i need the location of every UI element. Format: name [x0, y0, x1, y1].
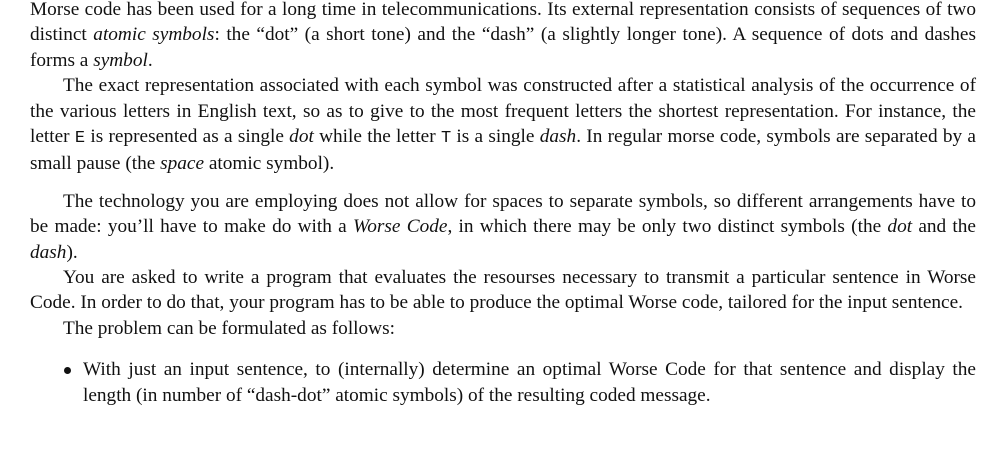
- emphasis-dot: dot: [887, 216, 913, 238]
- text-run: while the letter: [313, 126, 441, 148]
- text-run: . In regular morse code, symbols are separated by a small pause (the: [30, 126, 976, 175]
- paragraph-morse-intro: [30, 0, 976, 73]
- problem-statement: [30, 0, 976, 408]
- text-run: The technology you are employing does not allow for spaces to separate symbols, so different arrangements have to be made: you’ll have to make do with a: [30, 190, 976, 238]
- code-letter-e: E: [74, 129, 86, 149]
- emphasis-worse-code: Worse Code: [352, 216, 448, 238]
- text-run: Morse code has been used for a long time in telecommunications. Its external representation consists of sequences of two distinct: [30, 0, 976, 46]
- list-item: [83, 357, 976, 408]
- text-run: is a single: [451, 126, 540, 148]
- text-run: : the “dot” (a short tone) and the “dash” (a slightly longer tone). A sequence of dots and dashes forms a: [30, 24, 976, 71]
- paragraph-task: You are asked to write a program that evaluates the resourses necessary to transmit a particular sentence in Worse Code. In order to do that, your program has to be able to produce the optimal Worse code, tailored for the input sentence.: [30, 267, 976, 314]
- text-run: The exact representation associated with each symbol was constructed after a statistical analysis of the occurrence of the various letters in English text, so as to give to the most frequent letters the shortest representation. For instance, the letter: [30, 75, 976, 148]
- list-item-text: With just an input sentence, to (internally) determine an optimal Worse Code for that sentence and display the length (in number of “dash-dot” atomic symbols) of the resulting coded message.: [83, 359, 976, 406]
- text-run: atomic symbol).: [204, 153, 335, 175]
- emphasis-dash: dash: [539, 126, 577, 148]
- requirements-list: [30, 357, 976, 408]
- emphasis-symbol: symbol: [93, 49, 148, 71]
- emphasis-space: space: [160, 153, 205, 175]
- bullet-icon: [64, 367, 71, 374]
- text-run: , in which there may be only two distinct symbols (the: [447, 216, 888, 238]
- paragraph-formulation: The problem can be formulated as follows:: [63, 317, 395, 339]
- text-run: and the: [912, 216, 976, 238]
- paragraph-representation: [30, 73, 976, 177]
- code-letter-t: T: [440, 129, 452, 149]
- paragraph-worse-code: [30, 189, 976, 265]
- emphasis-atomic-symbols: atomic symbols: [93, 24, 215, 46]
- emphasis-dash: dash: [30, 241, 67, 263]
- emphasis-dot: dot: [289, 126, 314, 148]
- text-run: is represented as a single: [85, 126, 290, 148]
- text-run: ).: [66, 241, 78, 263]
- text-run: .: [147, 49, 153, 71]
